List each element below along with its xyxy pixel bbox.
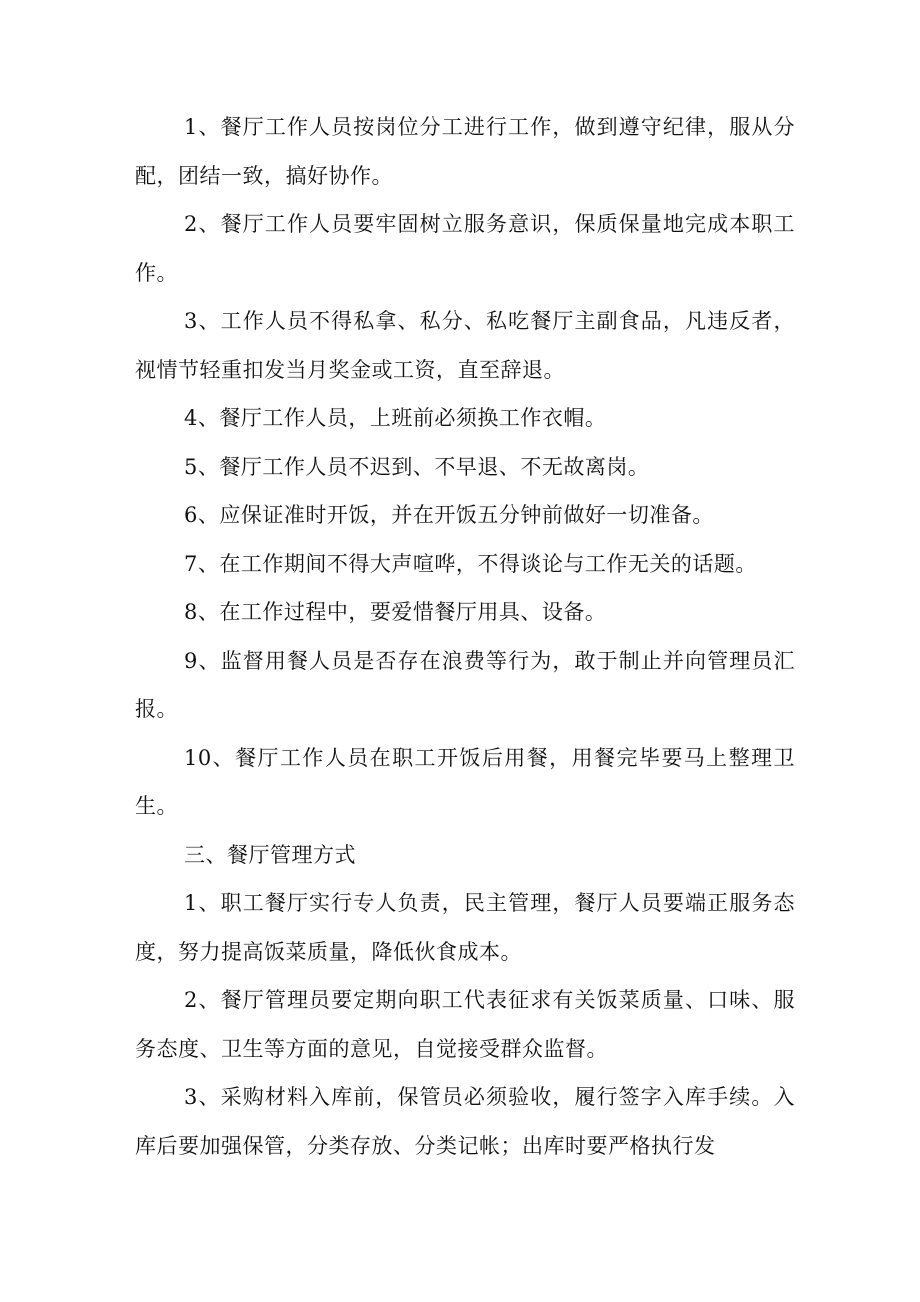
rule-paragraph-8: 8、在工作过程中，要爱惜餐厅用具、设备。: [184, 600, 607, 624]
management-paragraph-3: 3、采购材料入库前，保管员必须验收，履行签字入库手续。入库后要加强保管，分类存放、分类记帐；出库时要严格执行发: [135, 1085, 795, 1158]
management-paragraph-2: 2、餐厅管理员要定期向职工代表征求有关饭菜质量、口味、服务态度、卫生等方面的意见，自觉接受群众监督。: [135, 988, 795, 1061]
rule-paragraph-2: 2、餐厅工作人员要牢固树立服务意识，保质保量地完成本职工作。: [135, 212, 795, 285]
management-paragraph-1: 1、职工餐厅实行专人负责，民主管理，餐厅人员要端正服务态度，努力提高饭菜质量，降低伙食成本。: [135, 891, 795, 964]
rule-paragraph-5: 5、餐厅工作人员不迟到、不早退、不无故离岗。: [184, 454, 650, 479]
rule-paragraph-4: 4、餐厅工作人员，上班前必须换工作衣帽。: [184, 406, 607, 430]
rule-paragraph-7: 7、在工作期间不得大声喧哗，不得谈论与工作无关的话题。: [184, 551, 757, 576]
rule-paragraph-10: 10、餐厅工作人员在职工开饭后用餐，用餐完毕要马上整理卫生。: [135, 745, 795, 818]
rule-paragraph-9: 9、监督用餐人员是否存在浪费等行为，敢于制止并向管理员汇报。: [135, 648, 795, 721]
rule-paragraph-3: 3、工作人员不得私拿、私分、私吃餐厅主副食品，凡违反者，视情节轻重扣发当月奖金或工资，直至辞退。: [135, 309, 795, 382]
section-heading: 三、餐厅管理方式: [184, 842, 356, 867]
rule-paragraph-6: 6、应保证准时开饭，并在开饭五分钟前做好一切准备。: [184, 503, 714, 527]
rule-paragraph-1: 1、餐厅工作人员按岗位分工进行工作，做到遵守纪律，服从分配，团结一致，搞好协作。: [135, 115, 795, 188]
document-body: [135, 103, 795, 1170]
